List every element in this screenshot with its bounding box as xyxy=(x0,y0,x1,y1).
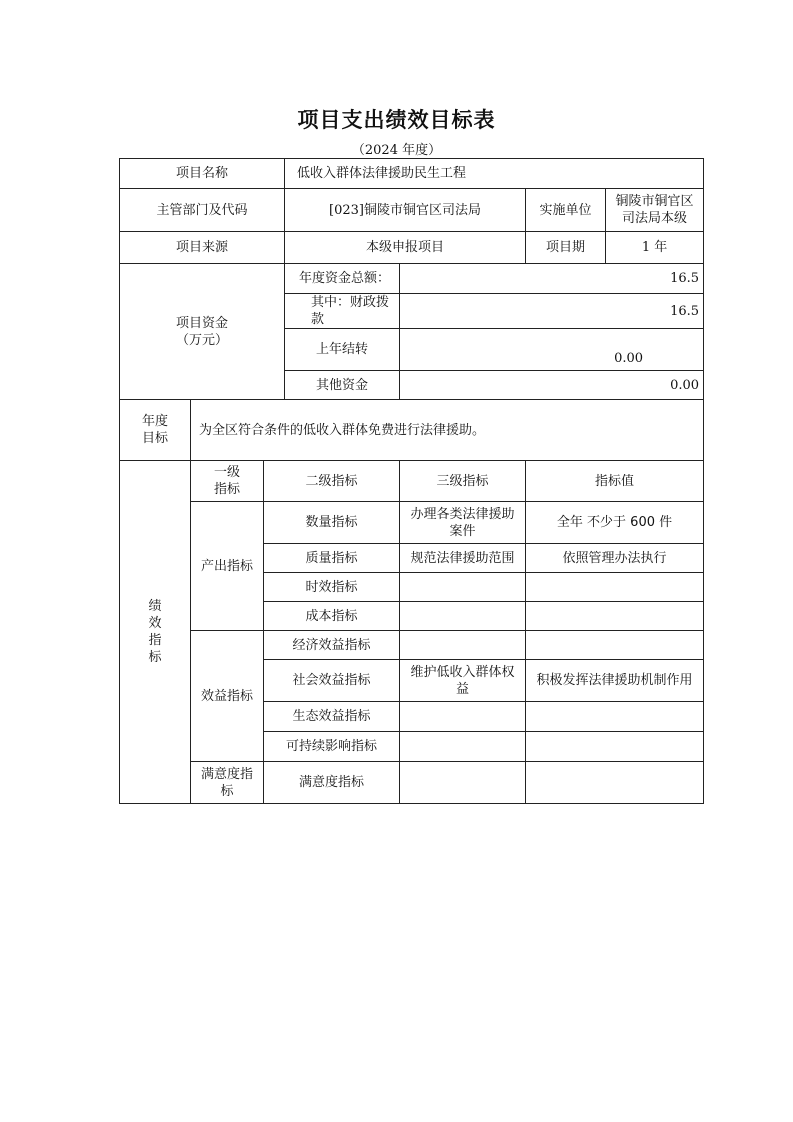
page-title: 项目支出绩效目标表 xyxy=(297,108,496,132)
impl-unit-line1: 铜陵市铜官区 xyxy=(615,194,694,209)
goal-label xyxy=(120,400,191,461)
social-value: 积极发挥法律援助机制作用 xyxy=(526,660,704,702)
source-value: 本级申报项目 xyxy=(285,232,526,264)
social-l3 xyxy=(400,660,526,702)
cost-value xyxy=(526,602,704,631)
dept-label: 主管部门及代码 xyxy=(120,189,285,232)
fund-total-value: 16.5 xyxy=(400,264,704,294)
quantity-l3-line1: 办理各类法律援助 xyxy=(410,506,515,522)
period-label: 项目期 xyxy=(526,232,606,264)
source-label: 项目来源 xyxy=(120,232,285,264)
quantity-value: 全年 不少于 600 件 xyxy=(526,502,704,544)
sustainable-indicator: 可持续影响指标 xyxy=(264,732,400,762)
fund-total-label: 年度资金总额： xyxy=(285,264,400,294)
economic-l3 xyxy=(400,631,526,660)
economic-value xyxy=(526,631,704,660)
quantity-indicator: 数量指标 xyxy=(264,502,400,544)
project-name-value: 低收入群体法律援助民生工程 xyxy=(285,159,704,189)
perf-indicator-label xyxy=(120,461,191,804)
fiscal-year: （2024 年度） xyxy=(351,143,442,158)
timeliness-indicator: 时效指标 xyxy=(264,573,400,602)
goal-label-line2: 目标 xyxy=(141,431,168,446)
sustainable-l3 xyxy=(400,732,526,762)
header-level2: 二级指标 xyxy=(264,461,400,502)
perf-char: 效 xyxy=(148,616,162,631)
cost-l3 xyxy=(400,602,526,631)
impl-unit-value xyxy=(606,189,704,232)
header-level1-line1: 一级 xyxy=(213,465,240,480)
fund-other-label: 其他资金 xyxy=(285,371,400,400)
quantity-l3 xyxy=(400,502,526,544)
satisfaction-l3 xyxy=(400,762,526,804)
fund-fiscal-label: 其中：财政拨款 xyxy=(285,294,400,329)
quality-indicator: 质量指标 xyxy=(264,544,400,573)
satisfaction-label-line2: 标 xyxy=(220,783,234,799)
fund-label-line2: （万元） xyxy=(176,332,229,348)
satisfaction-label-line1: 满意度指 xyxy=(200,766,253,782)
goal-label-line1: 年度 xyxy=(141,414,168,429)
fund-label-line1: 项目资金 xyxy=(176,315,229,331)
header-level1-line2: 指标 xyxy=(213,482,240,497)
ecological-l3 xyxy=(400,702,526,732)
performance-target-table xyxy=(119,158,704,804)
satisfaction-label xyxy=(191,762,264,804)
fund-other-value: 0.00 xyxy=(400,371,704,400)
fund-carry-value: 0.00 xyxy=(400,329,704,371)
perf-char: 标 xyxy=(148,650,162,665)
ecological-value xyxy=(526,702,704,732)
social-l3-line1: 维护低收入群体权 xyxy=(410,664,515,680)
social-indicator: 社会效益指标 xyxy=(264,660,400,702)
social-l3-line2: 益 xyxy=(456,681,470,697)
impl-unit-line2: 司法局本级 xyxy=(622,211,688,226)
economic-indicator: 经济效益指标 xyxy=(264,631,400,660)
project-name-label: 项目名称 xyxy=(120,159,285,189)
timeliness-value xyxy=(526,573,704,602)
timeliness-l3 xyxy=(400,573,526,602)
quality-value: 依照管理办法执行 xyxy=(526,544,704,573)
dept-value: [023]铜陵市铜官区司法局 xyxy=(285,189,526,232)
output-indicator-label: 产出指标 xyxy=(191,502,264,631)
header-value: 指标值 xyxy=(526,461,704,502)
ecological-indicator: 生态效益指标 xyxy=(264,702,400,732)
sustainable-value xyxy=(526,732,704,762)
cost-indicator: 成本指标 xyxy=(264,602,400,631)
satisfaction-indicator: 满意度指标 xyxy=(264,762,400,804)
benefit-indicator-label: 效益指标 xyxy=(191,631,264,762)
quantity-l3-line2: 案件 xyxy=(449,523,476,539)
goal-text: 为全区符合条件的低收入群体免费进行法律援助。 xyxy=(191,400,704,461)
quality-l3: 规范法律援助范围 xyxy=(400,544,526,573)
header-level3: 三级指标 xyxy=(400,461,526,502)
fund-carry-label: 上年结转 xyxy=(285,329,400,371)
perf-char: 指 xyxy=(148,633,162,648)
fund-fiscal-value: 16.5 xyxy=(400,294,704,329)
period-value: 1 年 xyxy=(606,232,704,264)
header-level1 xyxy=(191,461,264,502)
perf-char: 绩 xyxy=(148,599,162,614)
fund-label xyxy=(120,264,285,400)
satisfaction-value xyxy=(526,762,704,804)
impl-unit-label: 实施单位 xyxy=(526,189,606,232)
